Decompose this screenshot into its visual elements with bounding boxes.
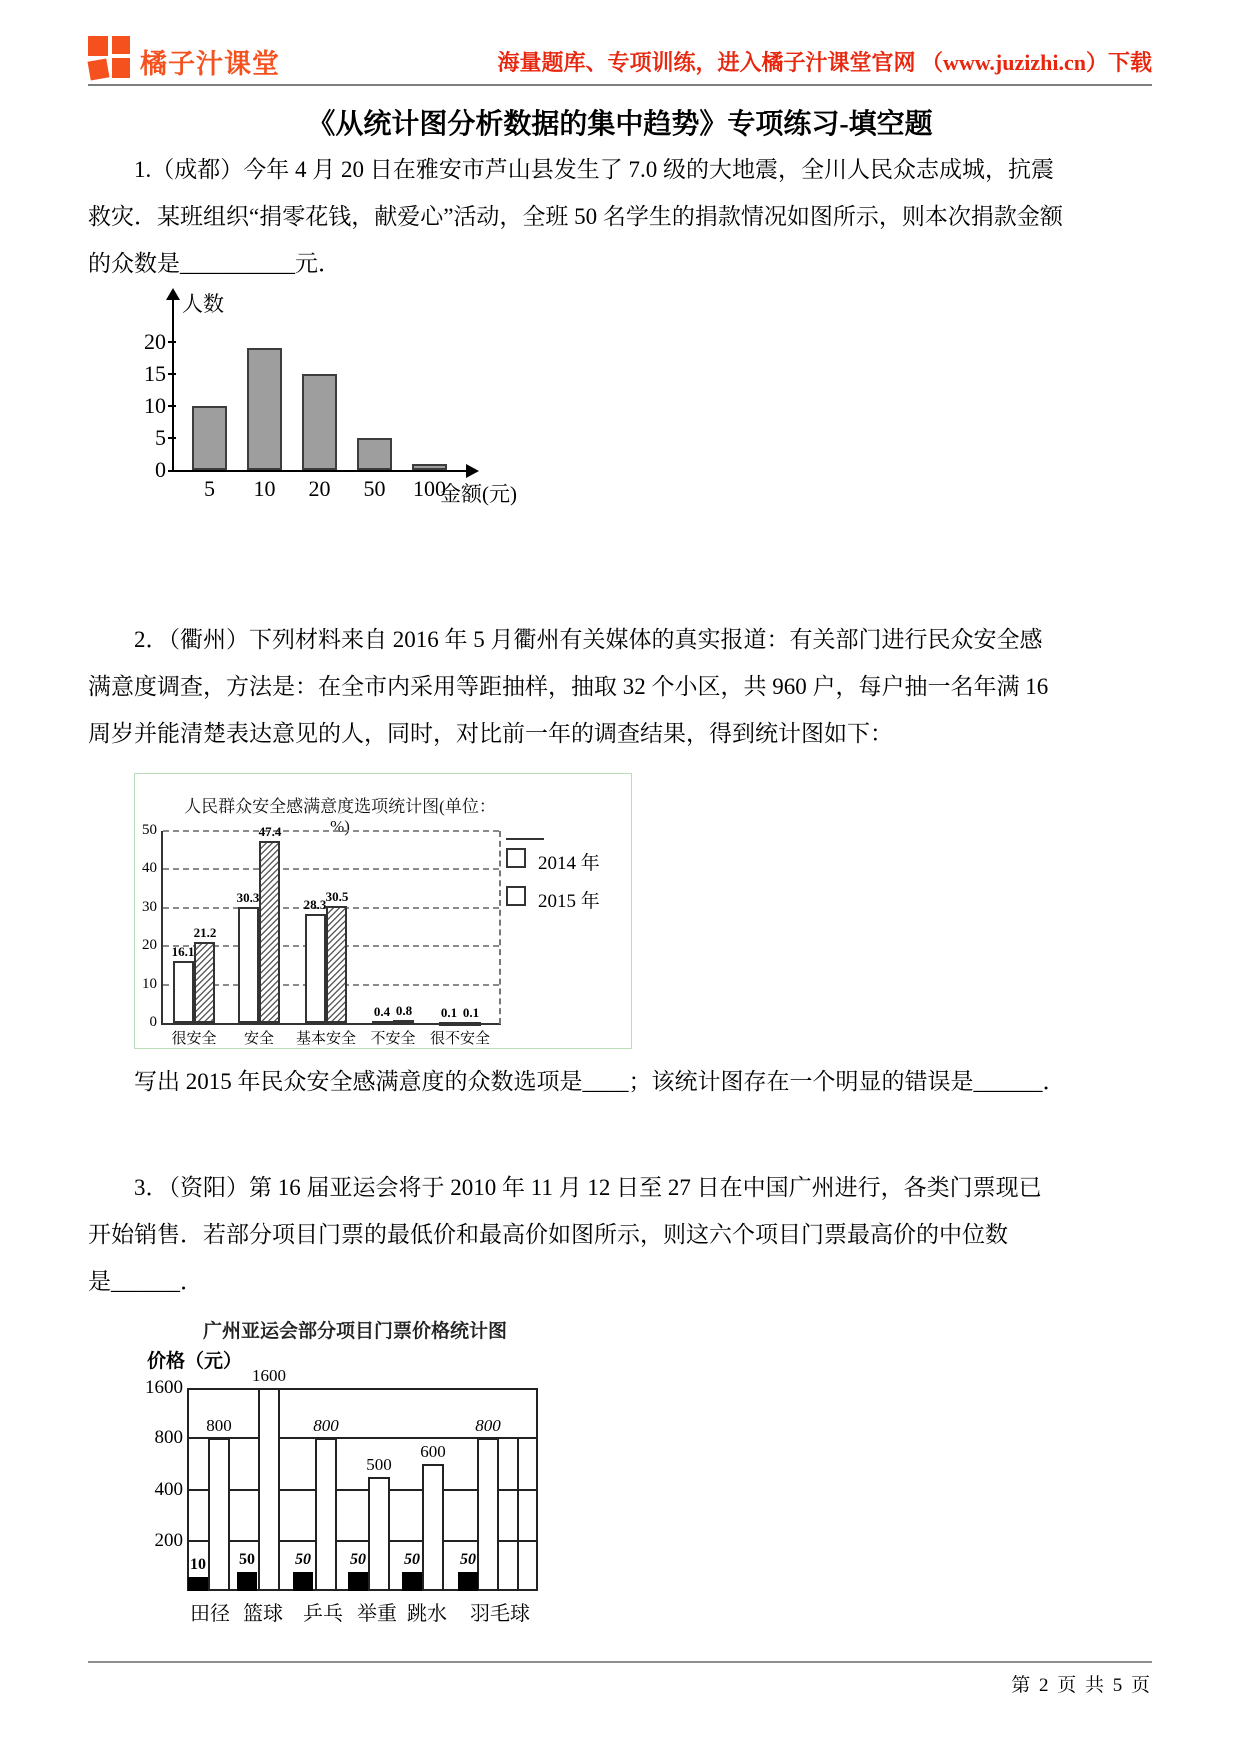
y-tick-label: 50	[142, 822, 157, 838]
category-label: 跳水	[407, 1603, 447, 1625]
bar-min-price	[237, 1572, 257, 1592]
max-price-label: 800	[313, 1416, 339, 1435]
bar-2014	[439, 1022, 460, 1026]
bar-min-price	[293, 1572, 313, 1592]
value-label-2015: 0.1	[462, 1004, 480, 1020]
y-tick-label: 40	[142, 860, 157, 877]
chart-safety-satisfaction	[134, 773, 632, 1049]
y-tick	[168, 341, 176, 343]
problem-2-text	[88, 616, 1164, 757]
gridline	[163, 830, 499, 832]
juzizhi-logo-icon	[88, 36, 132, 82]
plot-right-border	[499, 831, 501, 1024]
y-tick-label: 1600	[145, 1377, 183, 1398]
x-axis	[168, 470, 468, 472]
y-tick-label: 800	[154, 1427, 183, 1448]
min-price-label: 50	[350, 1550, 366, 1568]
header-logo	[88, 34, 388, 84]
y-tick	[168, 373, 176, 375]
logo-text: 橘子汁课堂	[140, 49, 280, 79]
y-axis-label: 人数	[182, 292, 224, 316]
x-tick-label: 10	[253, 476, 276, 501]
bar-min-price	[458, 1572, 478, 1592]
x-tick-label: 20	[308, 476, 331, 501]
y-tick-label: 15	[144, 361, 166, 386]
category-label: 乒乓	[303, 1603, 343, 1625]
footer-divider	[88, 1661, 1152, 1663]
x-tick-label: 50	[363, 476, 386, 501]
bar-2014	[173, 961, 194, 1023]
y-tick	[168, 437, 176, 439]
problem-2-question-text	[88, 1058, 1164, 1105]
bar-min-price	[188, 1577, 208, 1591]
legend-swatch-2015	[506, 886, 526, 906]
bar-2015	[460, 1022, 481, 1026]
min-price-label: 50	[239, 1550, 255, 1568]
x-axis-arrow-icon	[466, 464, 479, 478]
y-tick-label: 400	[154, 1479, 183, 1500]
bar-2014	[238, 907, 259, 1023]
logo-square	[112, 58, 130, 78]
text-line: 2．（衢州）下列材料来自 2016 年 5 月衢州有关媒体的真实报道：有关部门进行民众安全感	[134, 627, 1043, 652]
min-price-label: 10	[190, 1556, 206, 1573]
value-label-2015: 0.8	[395, 1002, 413, 1018]
category-label: 田径	[190, 1603, 230, 1625]
bar-min-price	[348, 1572, 368, 1592]
legend-label-2015: 2015 年	[538, 891, 600, 912]
gridline	[163, 868, 499, 870]
category-label: 很不安全	[429, 1031, 490, 1047]
text-line: 满意度调查，方法是：在全市内采用等距抽样，抽取 32 个小区，共 960 户，每户抽一名年满 16	[88, 674, 1049, 699]
max-price-label: 800	[475, 1416, 501, 1435]
max-price-label: 500	[366, 1455, 392, 1474]
x-tick-label: 5	[204, 476, 215, 501]
bar-2014	[305, 914, 326, 1023]
max-price-label: 600	[420, 1442, 446, 1461]
category-label: 举重	[357, 1603, 397, 1625]
chart-donation	[140, 288, 580, 523]
header-divider	[88, 84, 1152, 86]
y-tick-label: 10	[142, 975, 157, 992]
text-line: 周岁并能清楚表达意见的人，同时，对比前一年的调查结果，得到统计图如下：	[88, 721, 893, 746]
category-label: 不安全	[370, 1031, 416, 1047]
header-promo-text: 海量题库、专项训练，进入橘子汁课堂官网 （www.juzizhi.cn）下载	[497, 50, 1152, 75]
logo-square	[87, 58, 109, 80]
legend-divider	[506, 838, 544, 840]
value-label-2014: 0.1	[440, 1004, 458, 1020]
x-tick-label: 100	[413, 476, 446, 501]
text-line: 的众数是__________元．	[88, 251, 341, 276]
y-axis-label: 价格（元）	[147, 1351, 243, 1372]
value-label-2014: 28.3	[303, 897, 327, 913]
y-tick-label: 200	[154, 1530, 183, 1551]
bar	[412, 464, 447, 470]
y-axis	[172, 298, 174, 472]
min-price-label: 50	[404, 1550, 420, 1568]
page-title: 《从统计图分析数据的集中趋势》专项练习-填空题	[307, 109, 933, 140]
bar-min-price	[402, 1572, 422, 1592]
category-label: 很安全	[171, 1031, 217, 1047]
bar-2014	[372, 1021, 393, 1025]
max-price-label: 1600	[252, 1366, 286, 1385]
page-number: 第 2 页 共 5 页	[1011, 1675, 1152, 1696]
min-price-label: 50	[460, 1550, 476, 1568]
chart-title: 广州亚运会部分项目门票价格统计图	[202, 1321, 507, 1342]
y-tick-label: 10	[144, 393, 166, 418]
category-label: 篮球	[243, 1603, 283, 1625]
bar-max-price	[368, 1477, 390, 1591]
value-label-2015: 21.2	[193, 924, 217, 940]
value-label-2014: 30.3	[236, 889, 260, 905]
problem-1-text	[88, 146, 1164, 287]
bar-2015	[393, 1020, 414, 1024]
problem-3-text	[88, 1164, 1164, 1305]
text-line: 1.（成都）今年 4 月 20 日在雅安市芦山县发生了 7.0 级的大地震，全川人民众志成城，抗震	[134, 157, 1054, 182]
y-tick-label: 0	[149, 1014, 157, 1030]
bar	[357, 438, 392, 470]
chart-ticket-prices	[145, 1316, 585, 1626]
legend-swatch-2014	[506, 848, 526, 868]
min-price-label: 50	[295, 1550, 311, 1568]
bar-2015	[326, 906, 347, 1023]
frame-extra-line	[517, 1438, 519, 1591]
y-tick-label: 20	[144, 329, 166, 354]
bar	[192, 406, 227, 470]
max-price-label: 800	[206, 1416, 232, 1435]
y-tick-label: 20	[142, 937, 157, 954]
category-label: 基本安全	[295, 1031, 356, 1047]
y-tick-label: 5	[155, 425, 166, 450]
bar	[302, 374, 337, 470]
value-label-2014: 0.4	[373, 1004, 391, 1020]
y-tick	[168, 405, 176, 407]
category-label: 羽毛球	[470, 1603, 530, 1625]
bar-max-price	[422, 1464, 444, 1591]
text-line: 写出 2015 年民众安全感满意度的众数选项是____；该统计图存在一个明显的错误是______．	[134, 1069, 1066, 1094]
text-line: 3．（资阳）第 16 届亚运会将于 2010 年 11 月 12 日至 27 日在中国广州进行，各类门票现已	[134, 1175, 1042, 1200]
chart-title: 人民群众安全感满意度选项统计图(单位：%)	[184, 797, 496, 836]
logo-square	[88, 36, 108, 56]
legend-label-2014: 2014 年	[538, 853, 600, 874]
bar-2015	[259, 841, 280, 1023]
category-label: 安全	[243, 1031, 274, 1047]
value-label-2015: 47.4	[258, 823, 282, 839]
y-tick-label: 30	[142, 898, 157, 915]
text-line: 开始销售．若部分项目门票的最低价和最高价如图所示，则这六个项目门票最高价的中位数	[88, 1222, 1008, 1247]
text-line: 救灾．某班组织“捐零花钱，献爱心”活动，全班 50 名学生的捐款情况如图所示，则本次捐款金额	[88, 204, 1063, 229]
logo-square	[112, 36, 130, 54]
x-axis-label: 金额(元)	[440, 482, 517, 506]
value-label-2015: 30.5	[325, 888, 349, 904]
text-line: 是______．	[88, 1269, 203, 1294]
y-axis	[161, 831, 163, 1025]
y-tick-label: 0	[155, 457, 166, 482]
value-label-2014: 16.1	[171, 944, 195, 960]
bar	[247, 348, 282, 470]
